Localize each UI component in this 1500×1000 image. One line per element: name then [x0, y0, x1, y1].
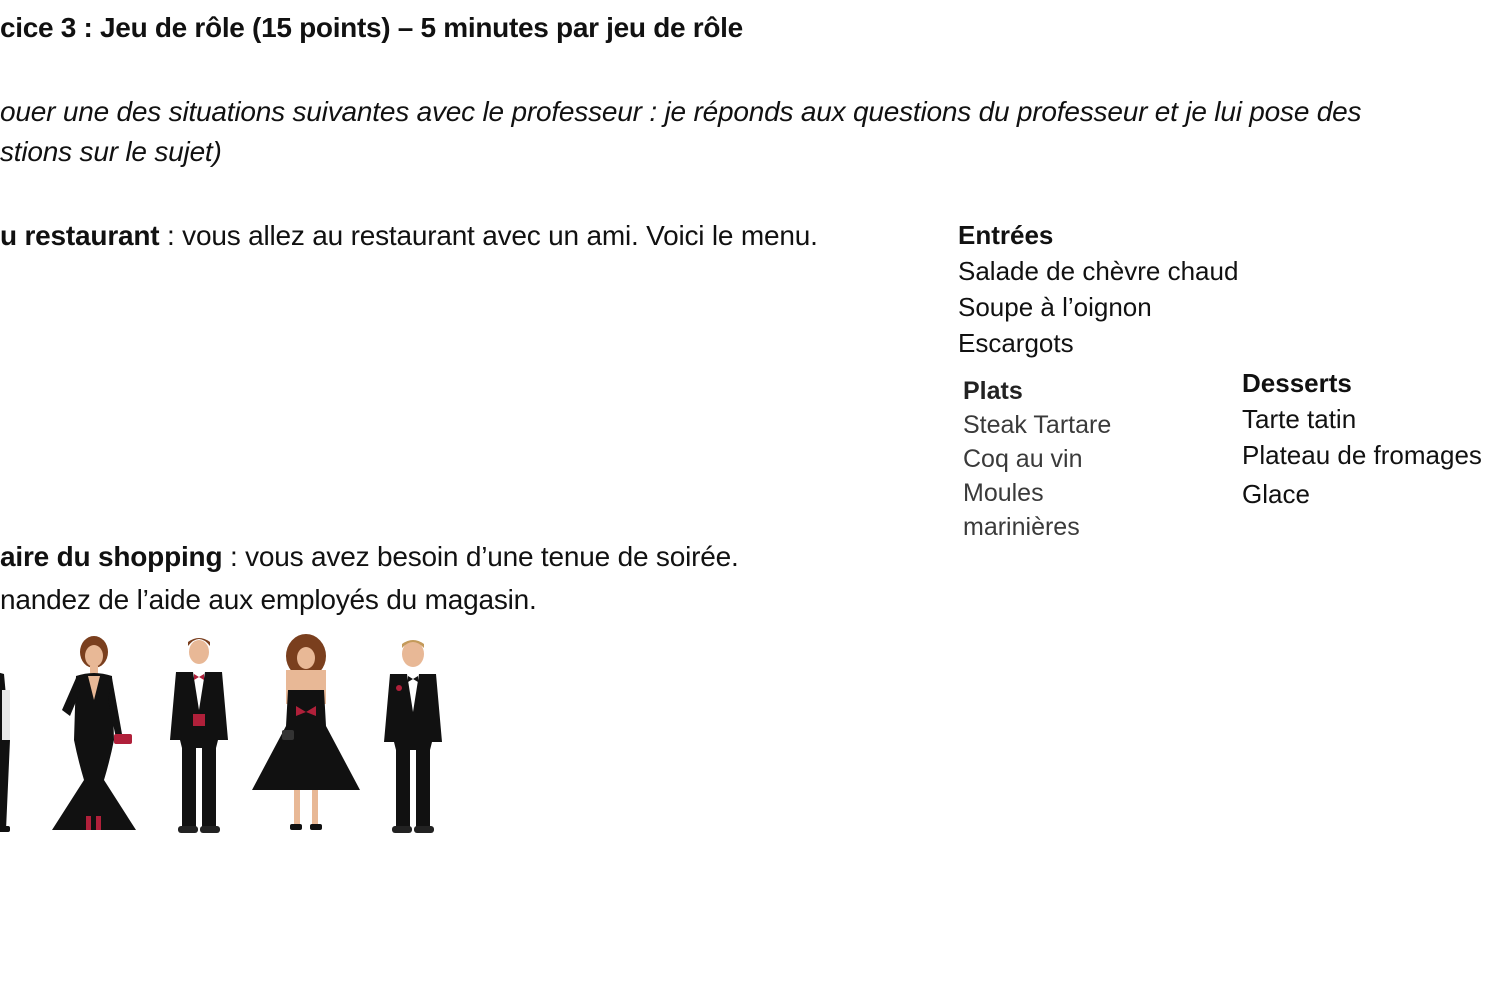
man-tuxedo-black-bowtie-figure	[384, 640, 442, 833]
man-tuxedo-red-bowtie-figure	[170, 638, 228, 833]
instructions-line-1: ouer une des situations suivantes avec le professeur : je réponds aux questions du professeur et je lui pose des	[0, 96, 1362, 127]
menu-plats-item: Moules	[963, 479, 1044, 507]
shopping-situation-line-2: nandez de l’aide aux employés du magasin.	[0, 584, 537, 615]
menu-entrees-item: Soupe à l’oignon	[958, 292, 1152, 322]
menu-plats-item: Steak Tartare	[963, 411, 1112, 439]
instructions-line-2: stions sur le sujet)	[0, 136, 222, 167]
partial-figure	[0, 670, 10, 832]
shopping-situation	[0, 541, 739, 573]
menu-desserts-item: Tarte tatin	[1242, 404, 1357, 434]
woman-long-gown-figure	[52, 636, 136, 830]
restaurant-situation	[0, 220, 818, 252]
menu-entrees-heading: Entrées	[958, 220, 1054, 250]
formal-attire-people-illustration	[0, 630, 460, 845]
exercise-title: cice 3 : Jeu de rôle (15 points) – 5 minutes par jeu de rôle	[0, 12, 743, 43]
menu-desserts-item: Glace	[1242, 479, 1310, 509]
menu-desserts-heading: Desserts	[1242, 368, 1352, 398]
restaurant-situation-heading: u restaurant	[0, 220, 160, 251]
menu-plats-heading: Plats	[963, 377, 1023, 405]
shopping-situation-heading: aire du shopping	[0, 541, 223, 572]
menu-plats-item: Coq au vin	[963, 445, 1083, 473]
menu-entrees-item: Escargots	[958, 328, 1074, 358]
menu-desserts-item: Plateau de fromages	[1242, 440, 1482, 470]
menu-plats-item: marinières	[963, 513, 1080, 541]
shopping-situation-text: : vous avez besoin d’une tenue de soirée.	[222, 541, 739, 572]
woman-cocktail-dress-figure	[252, 634, 360, 830]
restaurant-situation-text: : vous allez au restaurant avec un ami. Voici le menu.	[159, 220, 818, 251]
menu-entrees-item: Salade de chèvre chaud	[958, 256, 1239, 286]
